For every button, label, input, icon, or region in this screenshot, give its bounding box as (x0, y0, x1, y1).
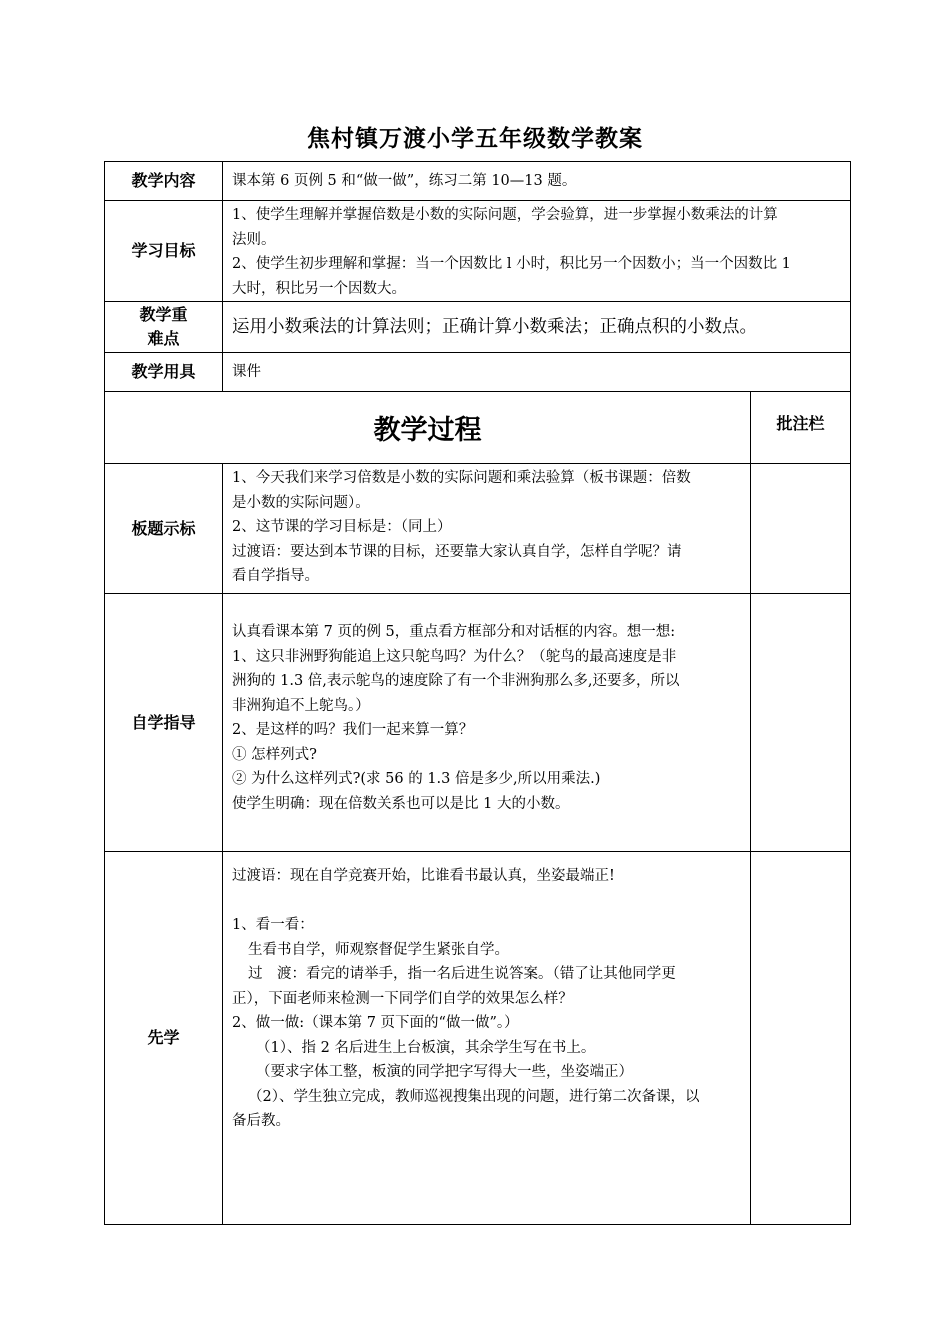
content-label (105, 162, 222, 200)
goals-label-text: 学习目标 (131, 241, 196, 260)
guide-label (105, 594, 222, 851)
content-text: 课本第 6 页例 5 和“做一做”，练习二第 10—13 题。 (232, 173, 577, 189)
goals-line: 1、使学生理解并掌握倍数是小数的实际问题，学会验算，进一步掌握小数乘法的计算 (232, 207, 778, 223)
board-line: 1、今天我们来学习倍数是小数的实际问题和乘法验算（板书课题：倍数 (232, 470, 691, 486)
guide-value (223, 594, 750, 851)
board-line: 过渡语：要达到本节课的目标，还要靠大家认真自学，怎样自学呢？请 (232, 543, 682, 560)
prestudy-line: （1）、指 2 名后进生上台板演，其余学生写在书上。 (256, 1039, 596, 1056)
prestudy-line: 生看书自学，师观察督促学生紧张自学。 (248, 941, 509, 958)
prestudy-line: 备后教。 (232, 1113, 290, 1129)
guide-line: 2、是这样的吗？我们一起来算一算？ (232, 722, 474, 738)
board-line: 2、这节课的学习目标是：（同上） (232, 519, 452, 535)
guide-line: ② 为什么这样列式?(求 56 的 1.3 倍是多少,所以用乘法.) (232, 771, 601, 787)
prestudy-line: 2、做一做:（课本第 7 页下面的“做一做”。） (232, 1015, 519, 1031)
prestudy-label-text: 先学 (147, 1028, 180, 1047)
goals-label (105, 201, 222, 301)
tools-label-text: 教学用具 (131, 362, 196, 381)
guide-line: 1、这只非洲野狗能追上这只鸵鸟吗？为什么？（鸵鸟的最高速度是非 (232, 648, 677, 665)
board-label-text: 板题示标 (131, 518, 196, 538)
tools-text: 课件 (232, 364, 261, 380)
process-title (105, 392, 750, 463)
keypoints-text: 运用小数乘法的计算法则；正确计算小数乘法；正确点积的小数点。 (232, 317, 757, 337)
keypoints-label-line2: 难点 (147, 329, 180, 348)
guide-line: 使学生明确：现在倍数关系也可以是比 1 大的小数。 (232, 795, 570, 812)
tools-value (223, 353, 850, 391)
board-line: 是小数的实际问题）。 (232, 494, 370, 511)
guide-label-text: 自学指导 (131, 712, 196, 732)
notes-header-text: 批注栏 (776, 414, 825, 433)
notes-column-header (751, 392, 850, 456)
prestudy-line: 过 渡：看完的请举手，指一名后进生说答案。（错了让其他同学更 (248, 966, 676, 982)
page-title: 焦村镇万渡小学五年级数学教案 (307, 126, 643, 152)
prestudy-label (105, 852, 222, 1224)
keypoints-value (223, 302, 850, 352)
content-label-text: 教学内容 (131, 171, 196, 190)
content-value (223, 162, 850, 200)
board-value (223, 464, 750, 593)
goals-value (223, 201, 850, 301)
tools-label (105, 353, 222, 391)
board-line: 看自学指导。 (232, 568, 319, 584)
prestudy-spacer (232, 889, 742, 914)
goals-line: 法则。 (232, 231, 276, 248)
goals-line: 2、使学生初步理解和掌握：当一个因数比 l 小时，积比另一个因数小；当一个因数比 1 (232, 256, 791, 272)
table-border-right (850, 161, 851, 1225)
prestudy-value (223, 852, 750, 1224)
keypoints-label (105, 302, 222, 352)
board-label (105, 464, 222, 593)
prestudy-line: （要求字体工整，板演的同学把字写得大一些，坐姿端正） (256, 1064, 633, 1080)
process-title-text: 教学过程 (373, 415, 482, 446)
table-border-bottom (104, 1224, 851, 1225)
keypoints-label-line1: 教学重 (139, 305, 188, 324)
guide-line: 非洲狗追不上鸵鸟。） (232, 697, 370, 714)
guide-line: 认真看课本第 7 页的例 5，重点看方框部分和对话框的内容。想一想: (232, 624, 676, 640)
prestudy-line: （2）、学生独立完成，教师巡视搜集出现的问题，进行第二次备课，以 (248, 1088, 700, 1105)
guide-line: 洲狗的 1.3 倍,表示鸵鸟的速度除了有一个非洲狗那么多,还要多，所以 (232, 673, 680, 689)
goals-line: 大时，积比另一个因数大。 (232, 280, 406, 297)
prestudy-line: 1、看一看： (232, 917, 314, 933)
prestudy-line: 正），下面老师来检测一下同学们自学的效果怎么样？ (232, 990, 573, 1007)
notes-column-divider (750, 391, 751, 1225)
prestudy-line: 过渡语：现在自学竞赛开始，比谁看书最认真，坐姿最端正! (232, 868, 615, 884)
guide-line: ① 怎样列式? (232, 746, 317, 763)
